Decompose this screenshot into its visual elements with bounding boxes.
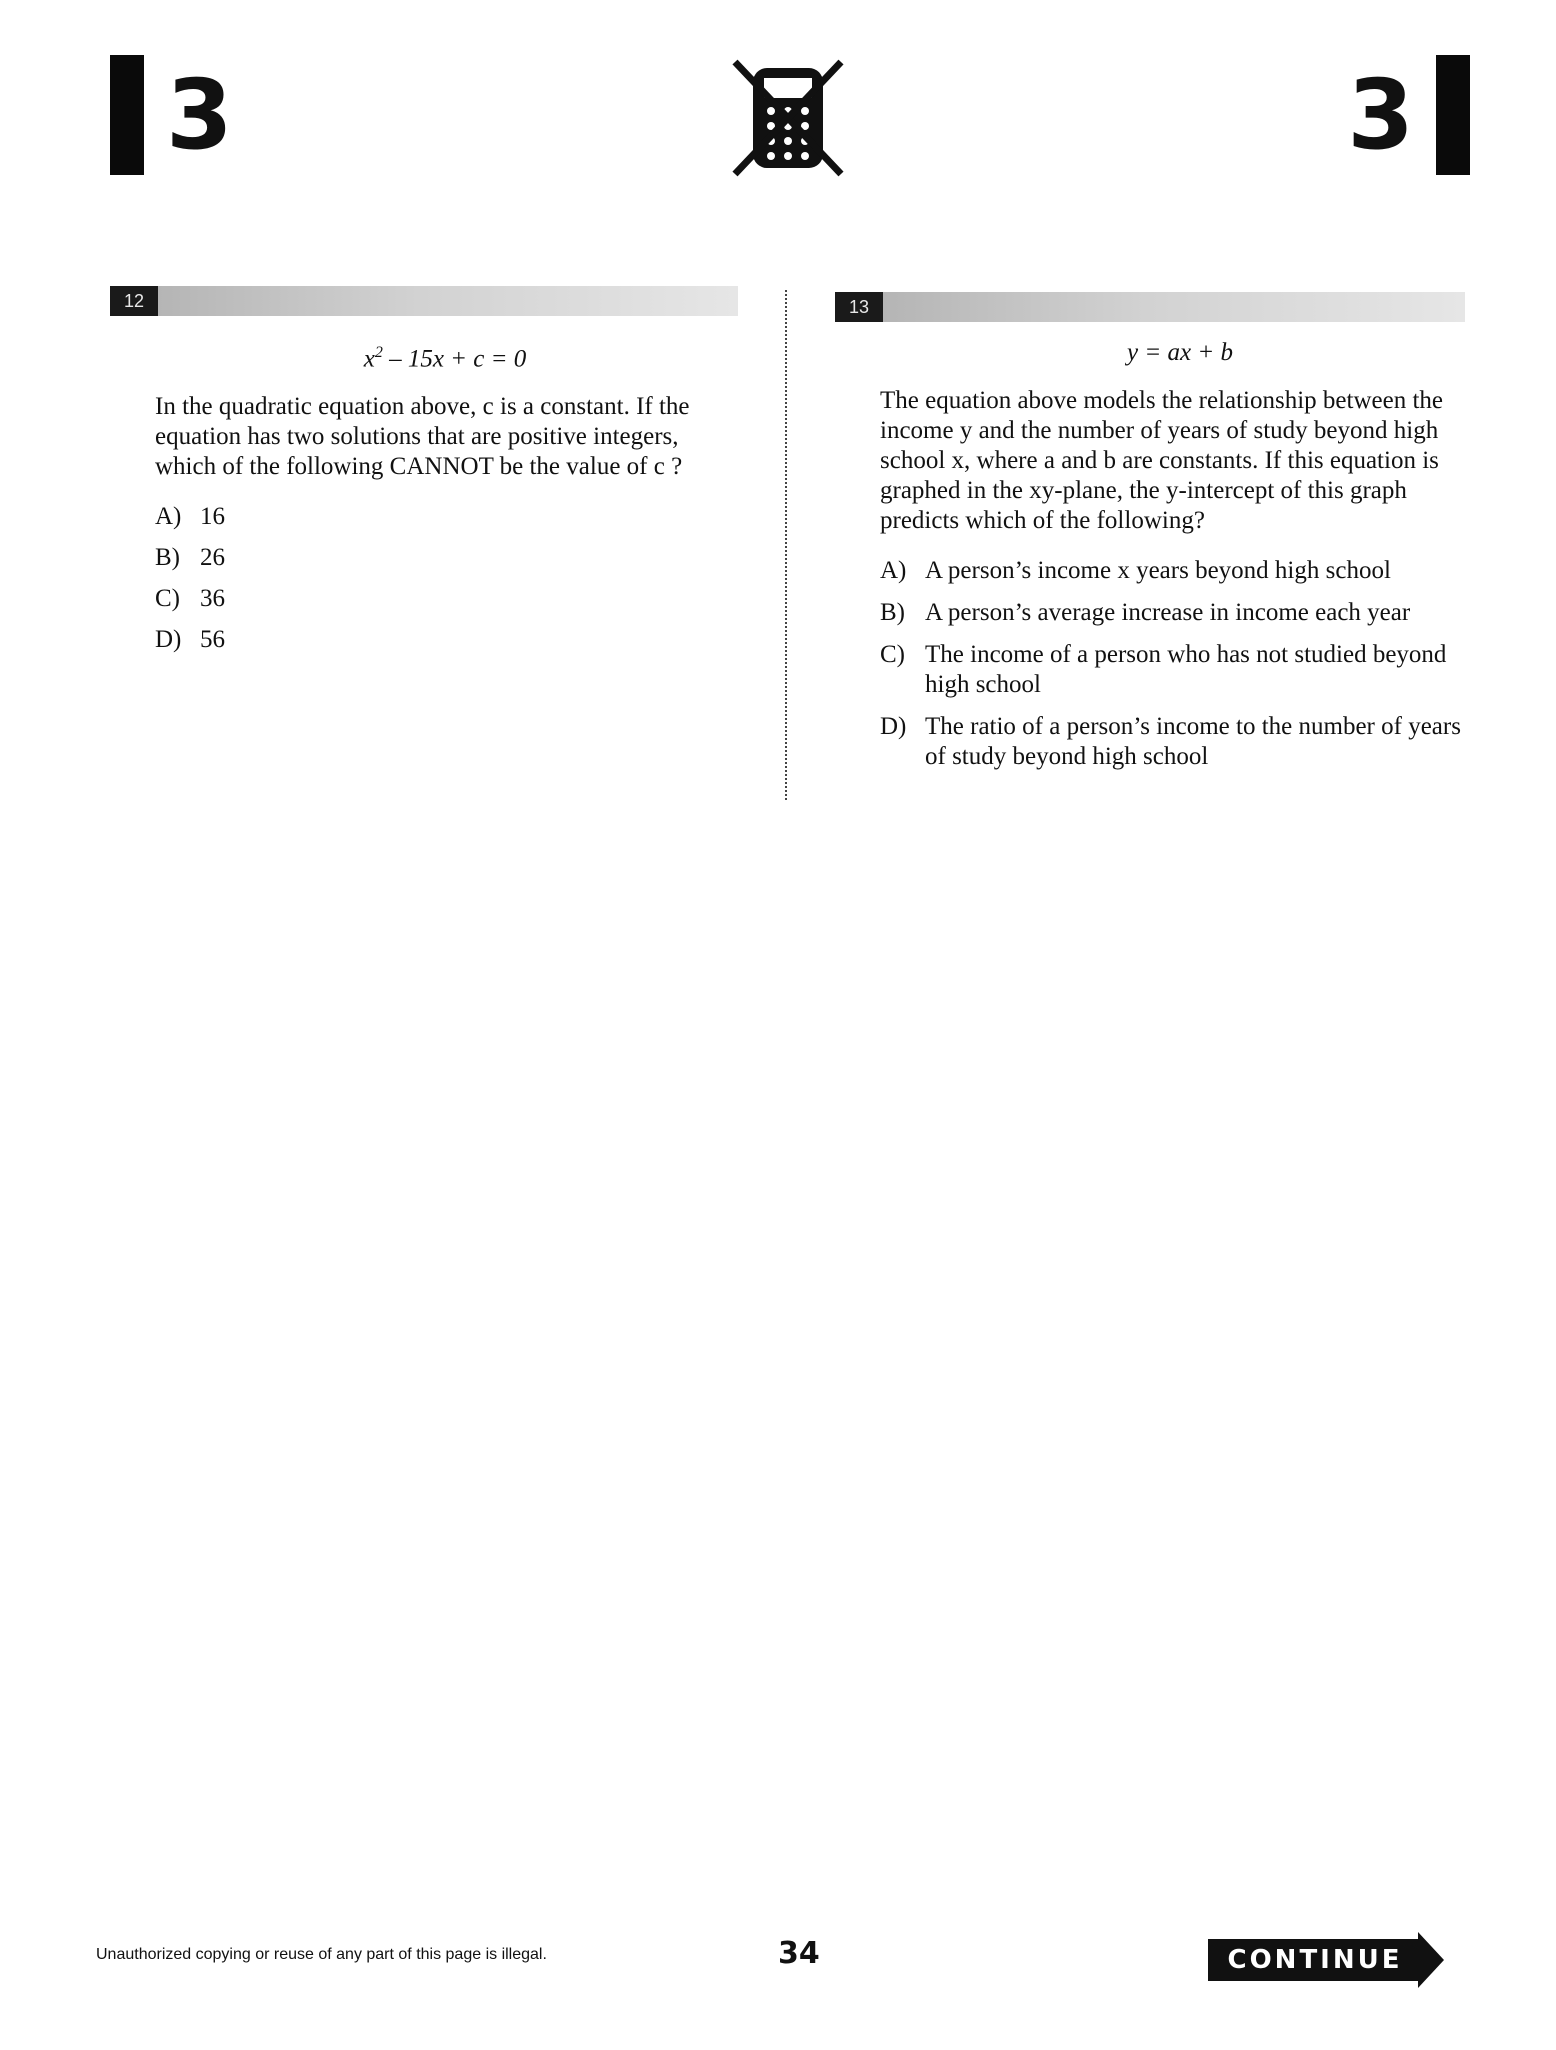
choice-text: 36 bbox=[200, 585, 225, 613]
question-13 bbox=[880, 338, 1480, 784]
choice-text: 16 bbox=[200, 503, 225, 531]
choice-text: A person’s average increase in income each year bbox=[925, 599, 1411, 626]
question-12-equation bbox=[155, 338, 735, 374]
choice-text: 26 bbox=[200, 544, 225, 572]
choice-letter: A) bbox=[155, 503, 182, 531]
choice-letter: B) bbox=[880, 599, 905, 626]
choice-text: 56 bbox=[200, 626, 225, 654]
choice-b[interactable] bbox=[880, 598, 1480, 628]
question-12-shade bbox=[158, 286, 738, 316]
choice-d[interactable] bbox=[880, 712, 1480, 772]
arrow-right-icon bbox=[1418, 1932, 1444, 1988]
choice-letter: C) bbox=[155, 585, 180, 613]
choice-b[interactable] bbox=[155, 543, 735, 573]
question-13-header bbox=[835, 292, 1465, 322]
choice-letter: C) bbox=[880, 641, 905, 668]
page-number: 34 bbox=[778, 1936, 820, 1971]
question-13-equation: y = ax + b bbox=[1127, 339, 1233, 366]
choice-letter: B) bbox=[155, 544, 180, 572]
choice-text: The ratio of a person’s income to the number of years of study beyond high school bbox=[925, 713, 1461, 770]
equation-exponent: 2 bbox=[374, 344, 383, 361]
question-13-stem: The equation above models the relationship between the income y and the number of years of study beyond high school x, where a and b are constants. If this equation is graphed in the xy-plane, the y-intercept of this graph predicts which of the following? bbox=[880, 387, 1444, 534]
section-number-right: 3 bbox=[1347, 59, 1414, 171]
column-divider bbox=[785, 290, 787, 800]
section-marker-right bbox=[1347, 55, 1470, 175]
choice-c[interactable] bbox=[155, 584, 735, 614]
copyright-notice: Unauthorized copying or reuse of any part of this page is illegal. bbox=[96, 1946, 547, 1963]
choice-a[interactable] bbox=[880, 556, 1480, 586]
no-calculator-icon bbox=[731, 56, 845, 180]
question-13-number: 13 bbox=[835, 292, 883, 322]
question-12 bbox=[155, 338, 735, 666]
choice-d[interactable] bbox=[155, 625, 735, 655]
choice-a[interactable] bbox=[155, 502, 735, 532]
question-12-header bbox=[110, 286, 738, 316]
choice-text: A person’s income x years beyond high school bbox=[925, 557, 1391, 584]
equation-rest: – 15x + c = 0 bbox=[382, 345, 527, 373]
question-13-choices bbox=[880, 556, 1480, 772]
question-12-number: 12 bbox=[110, 286, 158, 316]
question-12-stem: In the quadratic equation above, c is a constant. If the equation has two solutions that are positive integers, which of the following CANNOT be the value of c ? bbox=[155, 393, 690, 481]
choice-text: The income of a person who has not studied beyond high school bbox=[925, 641, 1447, 698]
choice-letter: D) bbox=[880, 713, 907, 740]
equation-base: x bbox=[363, 345, 375, 373]
question-13-shade bbox=[883, 292, 1465, 322]
continue-button[interactable] bbox=[1208, 1932, 1444, 1988]
section-bar-left bbox=[110, 55, 144, 175]
section-bar-right bbox=[1436, 55, 1470, 175]
choice-letter: A) bbox=[880, 557, 907, 584]
question-12-choices bbox=[155, 502, 735, 655]
choice-letter: D) bbox=[155, 626, 182, 654]
continue-label: CONTINUE bbox=[1208, 1939, 1422, 1981]
choice-c[interactable] bbox=[880, 640, 1480, 700]
section-number-left: 3 bbox=[166, 59, 233, 171]
section-marker-left bbox=[110, 55, 233, 175]
